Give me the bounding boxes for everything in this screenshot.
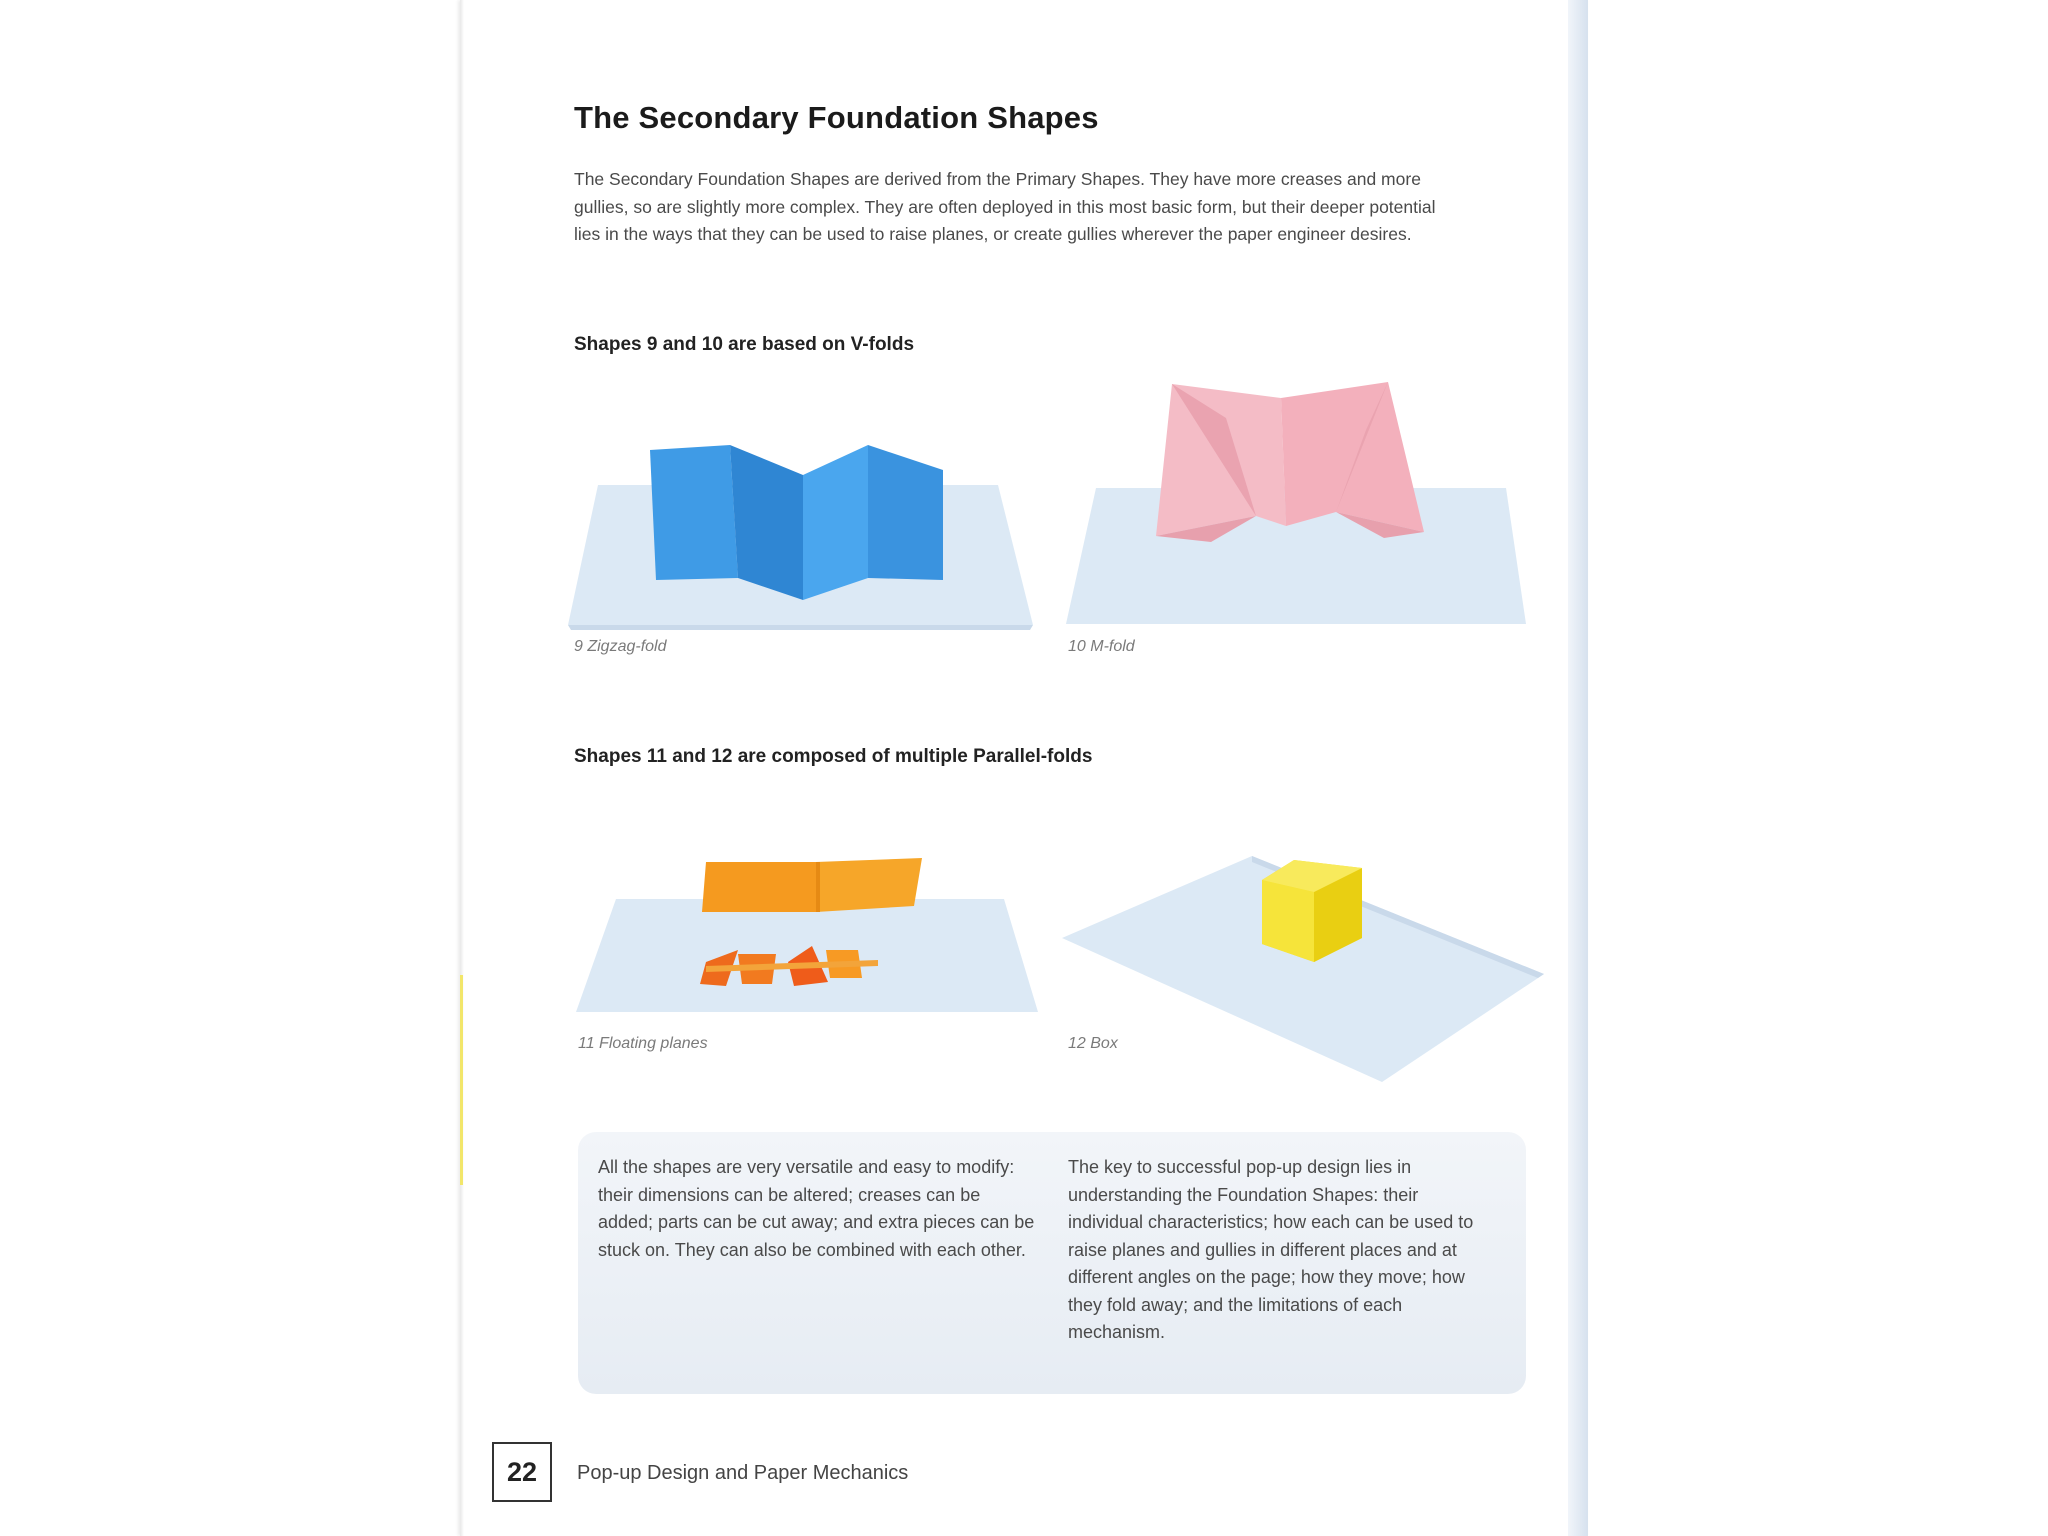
zigzag-fold-illustration: [568, 430, 1038, 630]
page-title: The Secondary Foundation Shapes: [574, 100, 1099, 135]
box-illustration: [1062, 852, 1544, 1084]
page-edge-right: [1568, 0, 1588, 1536]
section-heading-parallel-folds: Shapes 11 and 12 are composed of multiple Parallel-folds: [574, 746, 1093, 767]
footer-book-title: Pop-up Design and Paper Mechanics: [577, 1462, 909, 1484]
caption-box: 12 Box: [1068, 1035, 1118, 1052]
note-right-column: The key to successful pop-up design lies in understanding the Foundation Shapes: their individual characteristics; how each can be used to raise planes and gullies in different places and at different angles on the page; how they move; how they fold away; and the limitations of each mechanism.: [1068, 1157, 1474, 1342]
caption-floating-planes: 11 Floating planes: [578, 1035, 708, 1052]
section-heading-v-folds: Shapes 9 and 10 are based on V-folds: [574, 334, 915, 355]
caption-m-fold: 10 M-fold: [1068, 638, 1135, 655]
page-edge-left: [460, 0, 464, 1536]
floating-planes-illustration: [576, 854, 1040, 1016]
caption-zigzag-fold: 9 Zigzag-fold: [574, 638, 667, 655]
page-number: 22: [492, 1442, 552, 1502]
page-edge-yellow-strip: [460, 975, 463, 1185]
m-fold-illustration: [1066, 378, 1526, 628]
intro-paragraph: The Secondary Foundation Shapes are derived from the Primary Shapes. They have more creases and more gullies, so are slightly more complex. They are often deployed in this most basic form, but their deeper potential lies in the ways that they can be used to raise planes, or create gullies wherever the paper engineer desires.: [574, 169, 1436, 244]
note-left-column: All the shapes are very versatile and easy to modify: their dimensions can be altered; creases can be added; parts can be cut away; and extra pieces can be stuck on. They can also be combined with each other.: [598, 1157, 1035, 1260]
